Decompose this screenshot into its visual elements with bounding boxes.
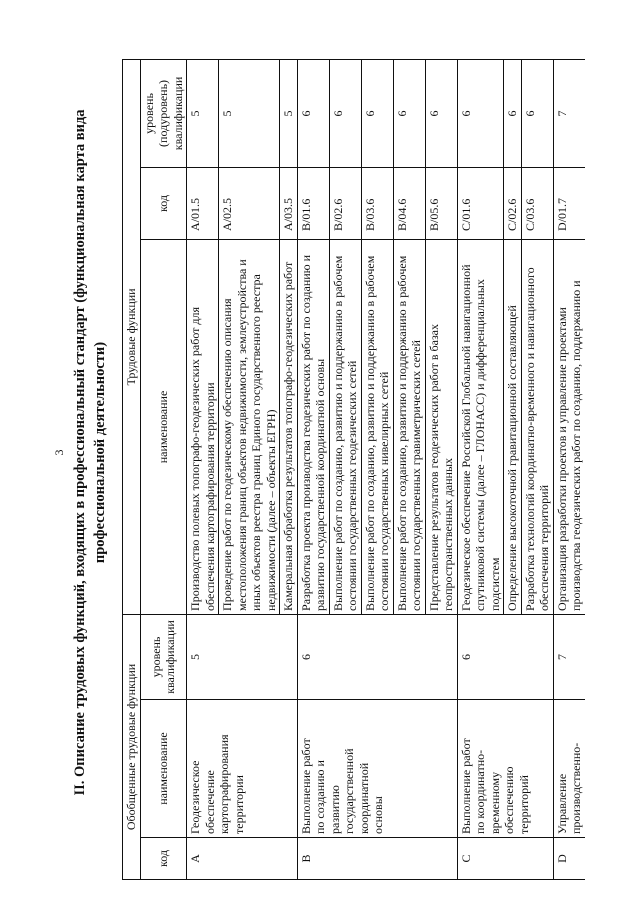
labor-function-name: Представление результатов геодезических работ в базах геопространственных данных — [425, 239, 457, 614]
labor-function-code: A/03.5 — [280, 167, 298, 239]
labor-function-level: 6 — [504, 59, 522, 167]
header-gen-level: уровень квалификации — [140, 614, 187, 699]
gen-function-name: Управление производственно- — [553, 700, 585, 838]
header-tf-level: уровень (подуровень) квалификации — [140, 59, 187, 167]
header-tf-code: код — [140, 167, 187, 239]
gen-function-code: B — [297, 838, 457, 880]
header-generalized-functions: Обобщенные трудовые функции — [123, 614, 141, 879]
labor-function-code: D/01.7 — [553, 167, 585, 239]
page-number: 3 — [52, 449, 66, 456]
labor-function-level: 6 — [521, 59, 553, 167]
header-row — [140, 59, 187, 879]
labor-function-name: Выполнение работ по созданию, развитию и поддержанию в рабочем состоянии государственных нивелирных сетей — [361, 239, 393, 614]
labor-function-code: C/01.6 — [457, 167, 504, 239]
labor-function-name: Геодезическое обеспечение Российской Глобальной навигационной спутниковой системы (далее – ГЛОНАСС) и дифференциальных подсистем — [457, 239, 504, 614]
labor-function-name: Выполнение работ по созданию, развитию и поддержанию в рабочем состоянии государственных геодезических сетей — [329, 239, 361, 614]
labor-function-level: 6 — [297, 59, 329, 167]
labor-function-level: 6 — [425, 59, 457, 167]
header-tf-name: наименование — [140, 239, 187, 614]
labor-function-name: Производство полевых топографо-геодезических работ для обеспечения картографирования территории — [187, 239, 219, 614]
section-title-line: II. Описание трудовых функций, входящих в профессиональный стандарт (функциональная карта вида — [72, 109, 88, 796]
labor-function-level: 5 — [280, 59, 298, 167]
functional-map-table — [122, 59, 585, 880]
labor-function-level: 6 — [329, 59, 361, 167]
labor-function-name: Разработка проекта производства геодезических работ по созданию и развитию государственной координатной основы — [297, 239, 329, 614]
labor-function-level: 5 — [187, 59, 219, 167]
gen-function-name: Геодезическое обеспечение картографирования территории — [187, 700, 298, 838]
gen-function-level: 7 — [553, 614, 585, 699]
labor-function-name: Выполнение работ по созданию, развитию и поддержанию в рабочем состоянии государственных гравиметрических сетей — [393, 239, 425, 614]
labor-function-code: A/01.5 — [187, 167, 219, 239]
labor-function-code: B/04.6 — [393, 167, 425, 239]
labor-function-name: Проведение работ по геодезическому обеспечению описания местоположения границ объектов недвижимости, землеустройства и иных объектов реестра границ Единого государственного реестра недвижимости (далее – объекты ЕГРН) — [219, 239, 280, 614]
gen-function-level: 6 — [457, 614, 553, 699]
labor-function-level: 6 — [393, 59, 425, 167]
header-gen-code: код — [140, 838, 187, 880]
labor-function-code: B/05.6 — [425, 167, 457, 239]
labor-function-level: 5 — [219, 59, 280, 167]
section-title — [70, 0, 110, 905]
table-row — [553, 59, 585, 879]
labor-function-name: Разработка технологий координатно-временного и навигационного обеспечения территорий — [521, 239, 553, 614]
labor-function-code: B/02.6 — [329, 167, 361, 239]
labor-function-code: A/02.5 — [219, 167, 280, 239]
labor-function-level: 6 — [361, 59, 393, 167]
labor-function-code: C/02.6 — [504, 167, 522, 239]
gen-function-level: 6 — [297, 614, 457, 699]
table-row — [297, 59, 329, 879]
labor-function-name: Определение высокоточной гравитационной составляющей — [504, 239, 522, 614]
header-row — [123, 59, 141, 879]
labor-function-level: 7 — [553, 59, 585, 167]
labor-function-level: 6 — [457, 59, 504, 167]
labor-function-name: Организация разработки проектов и управление проектами производства геодезических работ по созданию, поддержанию и — [553, 239, 585, 614]
labor-function-code: C/03.6 — [521, 167, 553, 239]
gen-function-code: A — [187, 838, 298, 880]
header-labor-functions: Трудовые функции — [123, 59, 141, 614]
labor-function-name: Камеральная обработка результатов топографо-геодезических работ — [280, 239, 298, 614]
table-row — [187, 59, 219, 879]
gen-function-code: C — [457, 838, 553, 880]
header-gen-name: наименование — [140, 700, 187, 838]
gen-function-level: 5 — [187, 614, 298, 699]
gen-function-code: D — [553, 838, 585, 880]
gen-function-name: Выполнение работ по созданию и развитию государственной координатной основы — [297, 700, 457, 838]
labor-function-code: B/01.6 — [297, 167, 329, 239]
labor-function-code: B/03.6 — [361, 167, 393, 239]
section-title-line: профессиональной деятельности) — [92, 341, 108, 564]
table-row — [457, 59, 504, 879]
gen-function-name: Выполнение работ по координатно-временному обеспечению территорий — [457, 700, 553, 838]
